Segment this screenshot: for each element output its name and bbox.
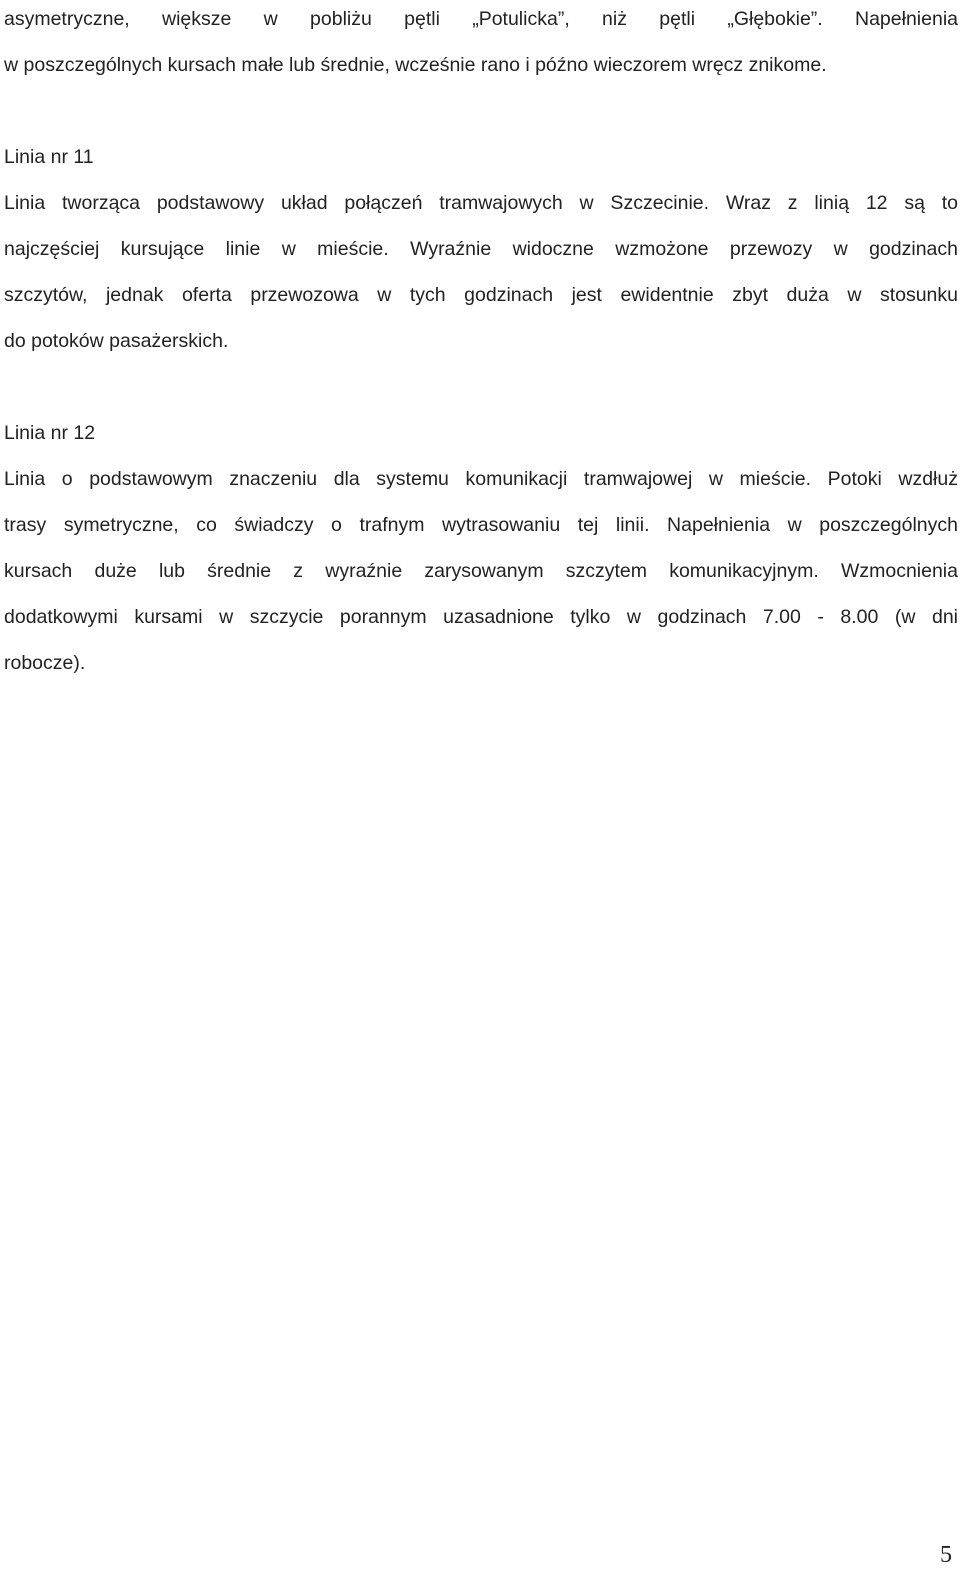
line-12-paragraph <box>4 456 958 686</box>
line-11-text-2: najczęściej kursujące linie w mieście. Wyraźnie widoczne wzmożone przewozy w godzinach <box>4 238 958 260</box>
document-page <box>4 0 958 686</box>
paragraph-gap <box>4 88 958 134</box>
paragraph-gap <box>4 364 958 410</box>
line-12-heading: Linia nr 12 <box>4 422 96 444</box>
line-12-text-3: kursach duże lub średnie z wyraźnie zarysowanym szczytem komunikacyjnym. Wzmocnienia <box>4 560 958 582</box>
line-12-text-5: robocze). <box>4 652 86 674</box>
line-12-text-2: trasy symetryczne, co świadczy o trafnym wytrasowaniu tej linii. Napełnienia w poszczególnych <box>4 514 958 536</box>
line-11-paragraph <box>4 180 958 364</box>
line-11-text-3: szczytów, jednak oferta przewozowa w tych godzinach jest ewidentnie zbyt duża w stosunku <box>4 284 958 306</box>
page-number: 5 <box>940 1542 952 1568</box>
line-12-text-4: dodatkowymi kursami w szczycie porannym uzasadnione tylko w godzinach 7.00 - 8.00 (w dni <box>4 606 958 628</box>
intro-line-1: asymetryczne, większe w pobliżu pętli „Potulicka”, niż pętli „Głębokie”. Napełnienia <box>4 8 958 30</box>
intro-paragraph <box>4 0 958 88</box>
line-11-heading: Linia nr 11 <box>4 146 94 168</box>
intro-line-2: w poszczególnych kursach małe lub średnie, wcześnie rano i późno wieczorem wręcz znikome. <box>4 54 827 76</box>
line-12-text-1: Linia o podstawowym znaczeniu dla systemu komunikacji tramwajowej w mieście. Potoki wzdłuż <box>4 468 958 490</box>
line-11-text-4: do potoków pasażerskich. <box>4 330 229 352</box>
line-11-text-1: Linia tworząca podstawowy układ połączeń tramwajowych w Szczecinie. Wraz z linią 12 są to <box>4 192 958 214</box>
